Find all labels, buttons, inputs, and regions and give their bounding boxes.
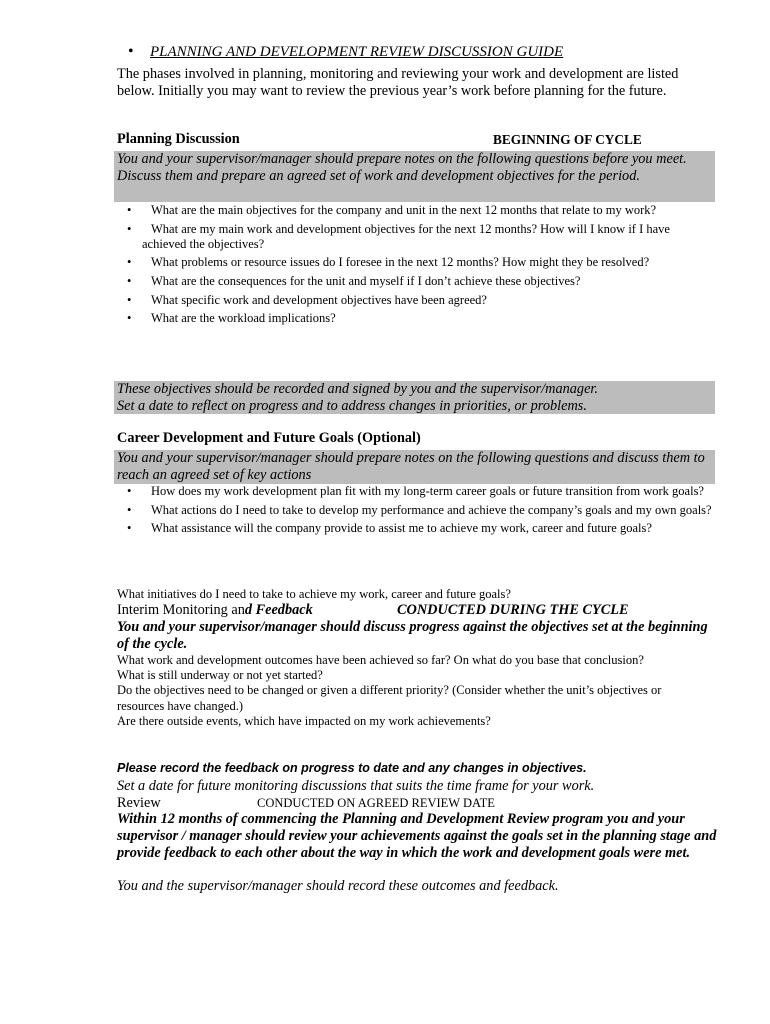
list-item: • What are the main objectives for the company and unit in the next 12 months that relate to my work? <box>127 203 657 217</box>
interim-date-note: Set a date for future monitoring discussions that suits the time frame for your work. <box>117 778 595 794</box>
list-item: • What assistance will the company provide to assist me to achieve my work, career and future goals? <box>127 521 652 536</box>
bullet-icon: • <box>127 311 132 326</box>
bullet-icon: • <box>127 292 132 307</box>
career-heading: Career Development and Future Goals (Optional) <box>117 430 421 446</box>
bullet-icon: • <box>127 203 132 217</box>
page-title: PLANNING AND DEVELOPMENT REVIEW DISCUSSION GUIDE <box>150 44 564 60</box>
list-item: • How does my work development plan fit with my long-term career goals or future transition from work goals? <box>127 484 704 498</box>
list-item: • What specific work and development objectives have been agreed? <box>127 292 487 307</box>
list-item: • What are the workload implications? <box>127 311 336 326</box>
planning-note-line-1: These objectives should be recorded and signed by you and the supervisor/manager. <box>117 381 598 397</box>
career-question-list <box>117 484 715 540</box>
list-item: Do the objectives need to be changed or given a different priority? (Consider whether the unit’s objectives or resources have changed.) <box>117 683 662 713</box>
interim-stage-label: CONDUCTED DURING THE CYCLE <box>397 602 629 618</box>
review-closing: You and the supervisor/manager should record these outcomes and feedback. <box>117 878 559 894</box>
title-bullet: • <box>128 43 134 60</box>
bullet-icon: • <box>127 273 132 288</box>
bullet-icon: • <box>127 221 132 236</box>
list-item: • What actions do I need to take to develop my performance and achieve the company’s goals and my own goals? <box>127 502 712 517</box>
review-heading: Review <box>117 795 161 811</box>
planning-stage-label: BEGINNING OF CYCLE <box>493 132 642 147</box>
planning-instructions: You and your supervisor/manager should prepare notes on the following questions before you meet. Discuss them and prepare an agreed set of work and development objectives for the period. <box>117 151 687 184</box>
bullet-icon: • <box>127 484 132 498</box>
career-closing-question: What initiatives do I need to take to achieve my work, career and future goals? <box>117 587 511 601</box>
list-item: Are there outside events, which have impacted on my work achievements? <box>117 713 491 728</box>
review-stage-label: CONDUCTED ON AGREED REVIEW DATE <box>257 796 495 810</box>
review-instructions: Within 12 months of commencing the Planning and Development Review program you and your supervisor / manager should review your achievements against the goals set in the planning stage and provide feedback to each other about the way in which the work and development goals were met. <box>117 811 717 861</box>
bullet-icon: • <box>127 521 132 536</box>
list-item: • What are the consequences for the unit and myself if I don’t achieve these objectives? <box>127 273 581 288</box>
list-item: What work and development outcomes have been achieved so far? On what do you base that conclusion? <box>117 653 644 667</box>
list-item: What is still underway or not yet started? <box>117 668 323 683</box>
interim-heading: Interim Monitoring and Feedback <box>117 602 313 618</box>
interim-instructions: You and your supervisor/manager should discuss progress against the objectives set at the beginning of the cycle. <box>117 619 708 652</box>
interim-record-note: Please record the feedback on progress to date and any changes in objectives. <box>117 761 587 775</box>
planning-note-line-2: Set a date to reflect on progress and to address changes in priorities, or problems. <box>117 398 587 414</box>
list-item: • What problems or resource issues do I foresee in the next 12 months? How might they be resolved? <box>127 255 650 270</box>
intro-paragraph: The phases involved in planning, monitoring and reviewing your work and development are listed below. Initially you may want to review the previous year’s work before planning for the future. <box>117 66 679 99</box>
career-instructions: You and your supervisor/manager should prepare notes on the following questions and discuss them to reach an agreed set of key actions <box>117 450 705 483</box>
interim-question-list <box>117 653 677 729</box>
bullet-icon: • <box>127 255 132 270</box>
list-item: • What are my main work and development objectives for the next 12 months? How will I know if I have achieved the objectives? <box>127 221 670 251</box>
bullet-icon: • <box>127 502 132 517</box>
planning-question-list <box>117 203 715 330</box>
planning-heading: Planning Discussion <box>117 131 240 147</box>
